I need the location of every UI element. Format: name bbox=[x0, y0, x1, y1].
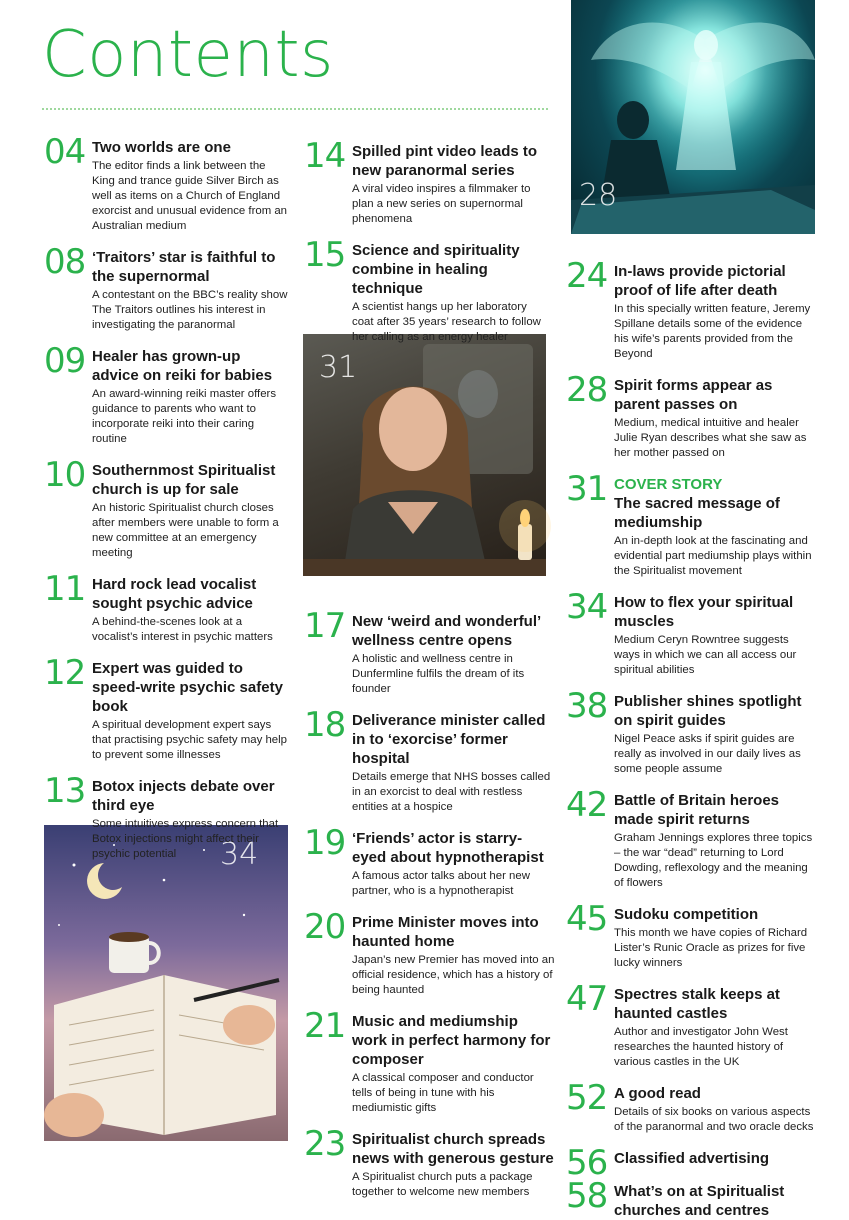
contents-entry[interactable] bbox=[44, 455, 290, 561]
article-summary: An in-depth look at the fascinating and evidential part mediumship plays within the Spiritualist movement bbox=[614, 535, 812, 577]
contents-entry[interactable] bbox=[566, 979, 816, 1070]
article-summary: A holistic and wellness centre in Dunfermline fulfils the dream of its founder bbox=[352, 653, 525, 695]
article-summary: A contestant on the BBC’s reality show The Traitors outlines his interest in investigating the paranormal bbox=[92, 289, 288, 331]
contents-entry[interactable] bbox=[566, 686, 816, 777]
page-number: 18 bbox=[304, 705, 346, 745]
page-number: 20 bbox=[304, 907, 346, 947]
contents-entry[interactable] bbox=[566, 256, 816, 362]
contents-entry[interactable] bbox=[566, 370, 816, 461]
contents-entry[interactable] bbox=[304, 235, 550, 345]
article-headline: Healer has grown-up advice on reiki for babies bbox=[92, 348, 273, 384]
article-summary: A viral video inspires a filmmaker to plan a new series on supernormal phenomena bbox=[352, 183, 531, 225]
dream-journal-illustration bbox=[44, 825, 288, 1141]
article-summary: A famous actor talks about her new partner, who is a hypnotherapist bbox=[352, 870, 530, 897]
page-number: 23 bbox=[304, 1124, 346, 1164]
contents-entry[interactable] bbox=[566, 1078, 816, 1135]
contents-entry[interactable] bbox=[304, 1124, 556, 1200]
contents-entry[interactable] bbox=[566, 469, 816, 579]
article-summary: Medium Ceryn Rowntree suggests ways in which we can all access our spiritual abilities bbox=[614, 634, 797, 676]
page-number: 58 bbox=[566, 1176, 608, 1216]
article-headline: In-laws provide pictorial proof of life after death bbox=[614, 263, 786, 299]
page-number: 12 bbox=[44, 653, 86, 693]
article-summary: An award-winning reiki master offers guidance to parents who want to incorporate reiki into their caring routine bbox=[92, 388, 277, 445]
cover-story-kicker: COVER STORY bbox=[614, 476, 723, 493]
article-headline: Publisher shines spotlight on spirit guides bbox=[614, 693, 802, 729]
contents-entry[interactable] bbox=[44, 771, 290, 862]
page-number: 04 bbox=[44, 132, 86, 172]
contents-entry[interactable] bbox=[44, 569, 290, 645]
contents-entry[interactable] bbox=[44, 653, 290, 763]
article-summary: In this specially written feature, Jeremy Spillane details some of the evidence his wife’s parents provided from the Beyond bbox=[614, 303, 811, 360]
article-summary: Details of six books on various aspects of the paranormal and two oracle decks bbox=[614, 1106, 814, 1133]
article-headline: Spectres stalk keeps at haunted castles bbox=[614, 986, 780, 1022]
page-number: 21 bbox=[304, 1006, 346, 1046]
page-number: 19 bbox=[304, 823, 346, 863]
woman-image-page-ref: 31 bbox=[319, 350, 358, 385]
contents-entry[interactable] bbox=[44, 341, 290, 447]
article-headline: Science and spirituality combine in healing technique bbox=[352, 242, 520, 297]
page-number: 56 bbox=[566, 1143, 608, 1183]
contents-column-left bbox=[44, 122, 290, 862]
contents-column-middle-top bbox=[304, 126, 550, 345]
contents-entry[interactable] bbox=[566, 1176, 816, 1220]
page-number: 31 bbox=[566, 469, 608, 509]
contents-entry[interactable] bbox=[304, 136, 550, 227]
article-headline: New ‘weird and wonderful’ wellness centre opens bbox=[352, 613, 541, 649]
article-headline: Prime Minister moves into haunted home bbox=[352, 914, 539, 950]
contents-entry[interactable] bbox=[304, 823, 556, 899]
article-summary: A behind-the-scenes look at a vocalist’s interest in psychic matters bbox=[92, 616, 273, 643]
article-summary: Japan’s new Premier has moved into an official residence, which has a history of being haunted bbox=[352, 954, 555, 996]
contents-entry[interactable] bbox=[304, 907, 556, 998]
article-headline: Spilled pint video leads to new paranormal series bbox=[352, 143, 538, 179]
page-number: 47 bbox=[566, 979, 608, 1019]
article-headline: Sudoku competition bbox=[614, 906, 759, 923]
article-headline: Botox injects debate over third eye bbox=[92, 778, 275, 814]
contents-entry[interactable] bbox=[566, 1143, 816, 1183]
page-number: 45 bbox=[566, 899, 608, 939]
article-headline: Deliverance minister called in to ‘exorcise’ former hospital bbox=[352, 712, 546, 767]
article-headline: A good read bbox=[614, 1085, 701, 1102]
woman-photo-image[interactable] bbox=[303, 334, 546, 576]
page-number: 08 bbox=[44, 242, 86, 282]
contents-entry[interactable] bbox=[566, 587, 816, 678]
page-number: 11 bbox=[44, 569, 86, 609]
article-headline: Two worlds are one bbox=[92, 139, 231, 156]
article-headline: Music and mediumship work in perfect harmony for composer bbox=[352, 1013, 551, 1068]
article-headline: Spiritualist church spreads news with generous gesture bbox=[352, 1131, 554, 1167]
article-summary: A spiritual development expert says that practising psychic safety may help to prevent some illnesses bbox=[92, 719, 287, 761]
article-headline: What’s on at Spiritualist churches and centres bbox=[614, 1183, 785, 1219]
article-summary: Some intuitives express concern that Botox injections might affect their psychic potential bbox=[92, 818, 279, 860]
page-title: Contents bbox=[42, 18, 334, 92]
article-headline: Expert was guided to speed-write psychic safety book bbox=[92, 660, 283, 715]
page-number: 15 bbox=[304, 235, 346, 275]
page-number: 10 bbox=[44, 455, 86, 495]
angel-illustration-image[interactable] bbox=[571, 0, 815, 234]
journal-image-page-ref: 34 bbox=[220, 837, 259, 872]
article-headline: Classified advertising bbox=[614, 1150, 770, 1167]
contents-entry[interactable] bbox=[566, 899, 816, 971]
article-summary: A Spiritualist church puts a package together to welcome new members bbox=[352, 1171, 533, 1198]
page-number: 38 bbox=[566, 686, 608, 726]
article-summary: Details emerge that NHS bosses called in an exorcist to deal with restless entities at a hospice bbox=[352, 771, 551, 813]
dream-journal-image[interactable] bbox=[44, 825, 288, 1141]
contents-entry[interactable] bbox=[566, 785, 816, 891]
article-summary: The editor finds a link between the King and trance guide Silver Birch as well as items on a Church of England exorcist and unusual evidence from an Australian medium bbox=[92, 160, 288, 232]
page-number: 14 bbox=[304, 136, 346, 176]
contents-column-right bbox=[566, 246, 816, 1220]
article-headline: Southernmost Spiritualist church is up for sale bbox=[92, 462, 276, 498]
article-headline: How to flex your spiritual muscles bbox=[614, 594, 794, 630]
article-headline: Battle of Britain heroes made spirit returns bbox=[614, 792, 780, 828]
page-number: 34 bbox=[566, 587, 608, 627]
article-headline: Spirit forms appear as parent passes on bbox=[614, 377, 773, 413]
article-headline: The sacred message of mediumship bbox=[614, 495, 780, 531]
article-summary: Graham Jennings explores three topics – the war “dead” returning to Lord Dowding, reflexology and the meaning of flowers bbox=[614, 832, 813, 889]
page-number: 28 bbox=[566, 370, 608, 410]
article-summary: This month we have copies of Richard Lister’s Runic Oracle as prizes for five lucky winners bbox=[614, 927, 808, 969]
article-summary: An historic Spiritualist church closes after members were unable to form a new committee at an emergency meeting bbox=[92, 502, 279, 559]
page-number: 24 bbox=[566, 256, 608, 296]
contents-entry[interactable] bbox=[304, 705, 556, 815]
page-number: 09 bbox=[44, 341, 86, 381]
contents-entry[interactable] bbox=[304, 606, 556, 697]
page-number: 17 bbox=[304, 606, 346, 646]
title-divider bbox=[42, 108, 548, 110]
page-number: 42 bbox=[566, 785, 608, 825]
page-number: 52 bbox=[566, 1078, 608, 1118]
angel-image-page-ref: 28 bbox=[579, 178, 618, 213]
contents-column-middle-bottom bbox=[304, 596, 556, 1200]
article-summary: Medium, medical intuitive and healer Julie Ryan describes what she saw as her mother passed on bbox=[614, 417, 807, 459]
contents-entry[interactable] bbox=[44, 132, 290, 234]
article-headline: ‘Friends’ actor is starry-eyed about hypnotherapist bbox=[352, 830, 544, 866]
article-summary: A classical composer and conductor tells of being in tune with his mediumistic gifts bbox=[352, 1072, 534, 1114]
article-headline: ‘Traitors’ star is faithful to the supernormal bbox=[92, 249, 276, 285]
page-number: 13 bbox=[44, 771, 86, 811]
article-summary: Nigel Peace asks if spirit guides are really as involved in our daily lives as some people assume bbox=[614, 733, 801, 775]
article-headline: Hard rock lead vocalist sought psychic advice bbox=[92, 576, 257, 612]
article-summary: A scientist hangs up her laboratory coat after 35 years’ research to follow her calling as an energy healer bbox=[352, 301, 541, 343]
contents-entry[interactable] bbox=[44, 242, 290, 333]
article-summary: Author and investigator John West researches the haunted history of various castles in the UK bbox=[614, 1026, 788, 1068]
contents-entry[interactable] bbox=[304, 1006, 556, 1116]
